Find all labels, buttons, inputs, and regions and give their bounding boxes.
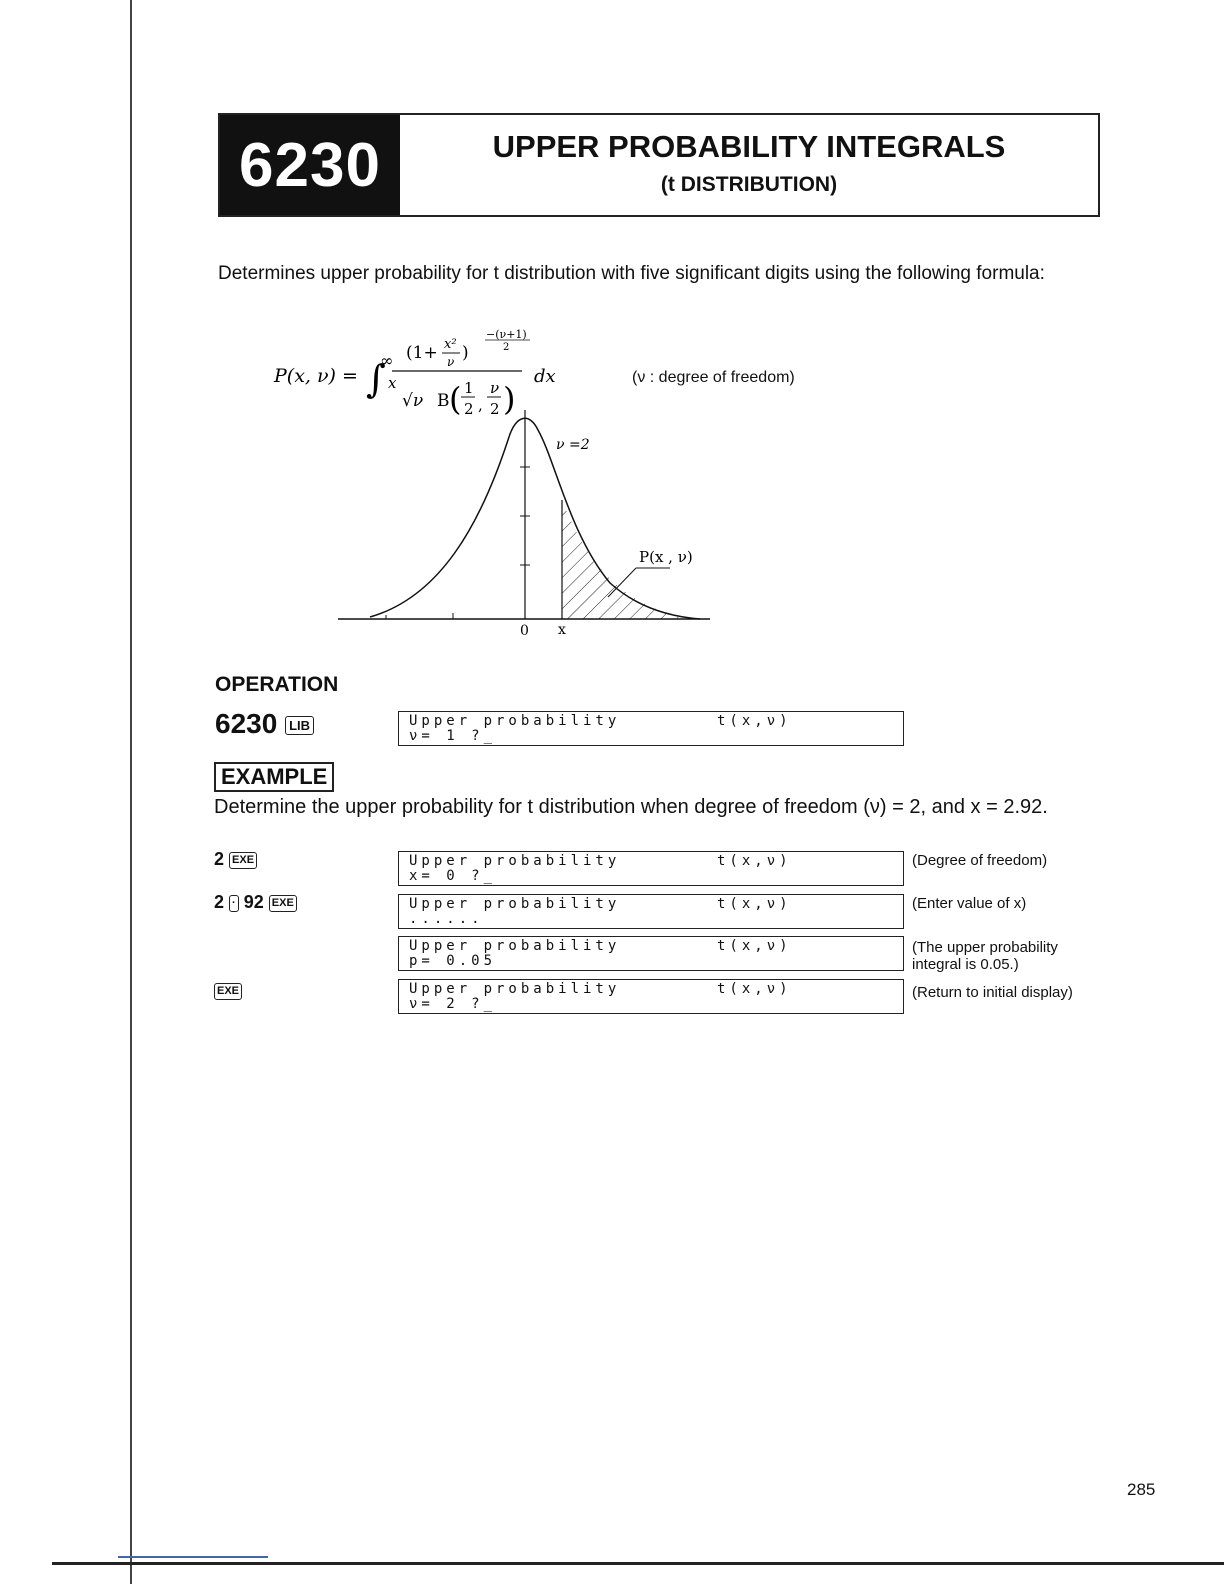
denominator-beta: B (437, 391, 450, 411)
step-4-note: (Return to initial display) (912, 984, 1073, 1001)
integral-lower-limit: x (388, 374, 397, 392)
lcd-line2: x= 0 ?_ (409, 868, 497, 884)
lcd-line1-right: t(x,ν) (717, 713, 792, 729)
step-1-keys (214, 849, 257, 870)
operation-heading: OPERATION (215, 673, 339, 696)
x-label: x (558, 622, 566, 638)
beta-top-2: ν (490, 379, 500, 397)
dx: dx (534, 366, 556, 387)
lcd-line1-right: t(x,ν) (717, 896, 792, 912)
step-3-note-line1: (The upper probability (912, 939, 1058, 956)
step-2-keys (214, 892, 297, 913)
lcd-display-initial (398, 711, 904, 746)
lcd-display-step-3 (398, 936, 904, 971)
curve-label: ν =2 (556, 437, 590, 453)
exponent-denominator: 2 (503, 342, 510, 353)
lcd-line2: p= 0.05 (409, 953, 497, 969)
lcd-line1-left: Upper probability (409, 853, 621, 869)
lcd-display-step-1 (398, 851, 904, 886)
binding-spine-line (130, 0, 132, 1584)
t-distribution-graph (330, 405, 730, 645)
exe-key-icon: EXE (214, 983, 242, 1000)
lcd-line1-left: Upper probability (409, 896, 621, 912)
numerator-open: (1+ (406, 343, 438, 363)
density-curve (370, 418, 700, 619)
beta-bottom-1: 2 (464, 400, 474, 418)
beta-bottom-2: 2 (490, 400, 500, 418)
lcd-line1-right: t(x,ν) (717, 853, 792, 869)
beta-top-1: 1 (464, 379, 474, 397)
operation-code (215, 708, 314, 740)
numerator-fraction-top: x² (444, 337, 457, 352)
page-number: 285 (1127, 1480, 1156, 1499)
step-4-keys (214, 980, 242, 1001)
program-number: 6230 (220, 115, 400, 215)
step-1-note: (Degree of freedom) (912, 852, 1048, 869)
page-subtitle: (t DISTRIBUTION) (660, 173, 838, 196)
beta-comma: , (478, 396, 483, 414)
numerator-close: ) (462, 343, 469, 363)
lcd-line1-left: Upper probability (409, 938, 621, 954)
step-3-note-line2: integral is 0.05.) (912, 956, 1019, 973)
step-2-number-2: 92 (243, 892, 264, 912)
page-title: UPPER PROBABILITY INTEGRALS (492, 129, 1006, 164)
area-label: P(x , ν) (639, 548, 693, 566)
exponent: −(ν+1) (486, 328, 527, 341)
integral-sign: ∫ (366, 357, 386, 401)
integral-upper-limit: ∞ (380, 351, 394, 370)
lib-key-icon: LIB (285, 716, 314, 735)
exe-key-icon: EXE (269, 895, 297, 912)
beta-paren-open: ( (449, 380, 462, 418)
section-header (218, 113, 1100, 217)
denominator-root: √ν (402, 391, 424, 411)
lcd-line1-right: t(x,ν) (717, 938, 792, 954)
step-2-note: (Enter value of x) (912, 895, 1027, 912)
step-3-note (912, 939, 1058, 973)
intro-text: Determines upper probability for t distribution with five significant digits using the following formula: (218, 263, 1045, 284)
numerator-fraction-bottom: ν (447, 355, 455, 369)
example-label: EXAMPLE (214, 762, 334, 792)
lcd-display-step-4 (398, 979, 904, 1014)
lcd-line2: ν= 2 ?_ (409, 996, 497, 1012)
degree-of-freedom-note: (ν : degree of freedom) (632, 369, 795, 386)
lcd-line2: ...... (409, 911, 484, 927)
decimal-point-key-icon: · (229, 895, 239, 912)
step-2-number: 2 (214, 892, 225, 912)
step-1-number: 2 (214, 849, 225, 869)
lcd-line1-left: Upper probability (409, 981, 621, 997)
lcd-line1-left: Upper probability (409, 713, 621, 729)
bottom-edge-line (52, 1562, 1224, 1565)
formula-lhs: P(x, ν) = (274, 365, 358, 387)
lcd-line1-right: t(x,ν) (717, 981, 792, 997)
operation-program-number: 6230 (215, 708, 278, 739)
example-text: Determine the upper probability for t distribution when degree of freedom (ν) = 2, and x = 2.92. (214, 796, 1048, 818)
binding-shadow (118, 1556, 268, 1558)
beta-paren-close: ) (503, 380, 516, 418)
exe-key-icon: EXE (229, 852, 257, 869)
lcd-line2: ν= 1 ?_ (409, 728, 497, 744)
origin-label: 0 (520, 623, 529, 639)
lcd-display-step-2 (398, 894, 904, 929)
